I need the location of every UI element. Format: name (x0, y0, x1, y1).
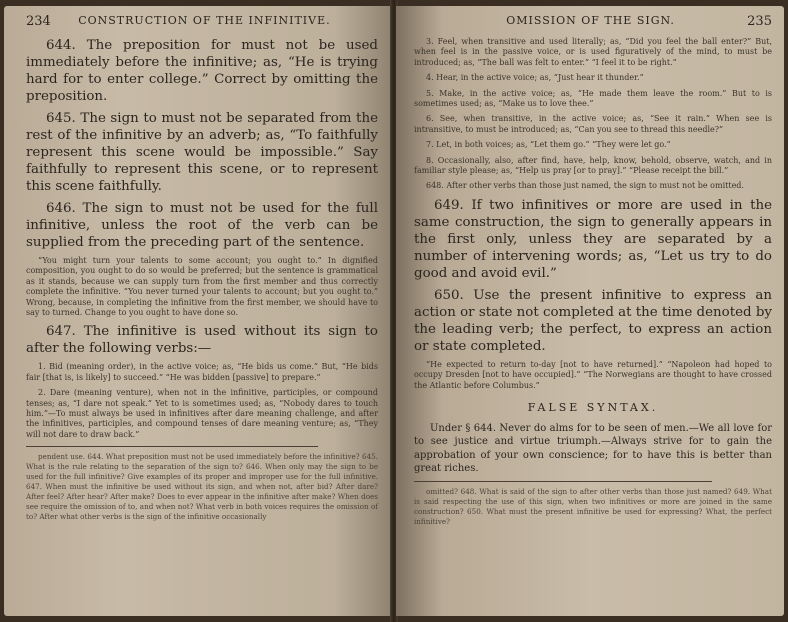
rule-646: 646. The sign to must not be used for the full infinitive, unless the root of the verb can be supplied from the preceding part of the sentence. (26, 201, 378, 250)
rule-646-note: “You might turn your talents to some account; you ought to.” In dignified composition, you ought to do so would be preferred; but the sentence is grammatical as it stands, because we can supply turn from the first member and thus correctly complete the infinitive. “You never turned your talents to account; but you ought to.” Wrong, because, in completing the infinitive from the first member, we should have to say to turned. Change to you ought to have done so. (26, 256, 378, 318)
item-occasionally: 8. Occasionally, also, after find, have, help, know, behold, observe, watch, and in familiar style please; as, “Help us pray [or to pray].” “Please receipt the bill.” (414, 155, 772, 176)
rule-650: 650. Use the present infinitive to express an action or state not completed at the time denoted by the leading verb; the perfect, to express an action or state completed. (414, 287, 772, 354)
right-footnote-rule (414, 481, 712, 482)
rule-647: 647. The infinitive is used without its sign to after the following verbs:— (26, 324, 378, 357)
right-running-head (414, 14, 772, 29)
right-footnote: omitted? 648. What is said of the sign to after other verbs than those just named? 649. What is said respecting the use of this sign, when two infinitives or more are joined in the same construction? 650. What must the present infinitive be used for expressing? What, the perfect infinitive? (414, 486, 772, 526)
left-page-number: 234 (26, 14, 51, 29)
item-make: 5. Make, in the active voice; as, “He made them leave the room.” But to is sometimes used; as, “Make us to love thee.” (414, 88, 772, 109)
right-page (396, 6, 784, 616)
right-running-title: OMISSION OF THE SIGN. (506, 14, 675, 27)
rule-645: 645. The sign to must not be separated from the rest of the infinitive by an adverb; as, “To faithfully represent this scene would be impossible.” Say faithfully to represent this scene, or to represent this scene faithfully. (26, 111, 378, 194)
footnote-rule (26, 446, 318, 447)
item-hear: 4. Hear, in the active voice; as, “Just hear it thunder.” (426, 73, 644, 83)
left-page (4, 6, 392, 616)
rule-648: 648. After other verbs than those just named, the sign to must not be omitted. (426, 181, 744, 191)
rule-650-note: “He expected to return to-day [not to have returned].” “Napoleon had hoped to occupy Dresden [not to have occupied].” “The Norwegians are thought to have crossed the Atlantic before Columbus.” (414, 359, 772, 390)
left-footnote: pendent use. 644. What preposition must not be used immediately before the infinitive? 645. What is the rule relating to the separation of the sign to? 646. When only may the sign to be used for the full infinitive? Give examples of its proper and improper use for the full infinitive. 647. When must the infinitive be used without its sign, and when not, after bid? After dare? After feel? After hear? After make? Does to ever appear in the infinitive after make? When does see require the omission of to, and when not? What verb in both voices requires the omission of to? After what other verbs is the sign of the infinitive occasionally (26, 452, 378, 522)
item-see: 6. See, when transitive, in the active voice; as, “See it rain.” When see is intransitive, to must be introduced; as, “Can you see to thread this needle?” (414, 114, 772, 134)
left-running-title: CONSTRUCTION OF THE INFINITIVE. (78, 14, 331, 27)
item-dare: 2. Dare (meaning venture), when not in the infinitive, participles, or compound tenses; as, “I dare not speak.” Yet to is sometimes used; as, “Nobody dares to touch him.”—To must always be used in infinitives after dare meaning challenge, and after the infinitives, participles, and compound tenses of dare meaning venture; as, “They will not dare to draw back.” (26, 388, 378, 439)
rule-649: 649. If two infinitives or more are used in the same construction, the sign to generally appears in the first only, unless they are separated by a number of intervening words; as, “Let us try to do good and avoid evil.” (414, 197, 772, 281)
item-feel: 3. Feel, when transitive and used literally; as, “Did you feel the ball enter?” But, when feel is in the passive voice, or is used figuratively of the mind, to must be introduced; as, “The ball was felt to enter.” “I feel it to be right.” (414, 37, 772, 67)
false-syntax-text: Under § 644. Never do alms for to be seen of men.—We all love for to see justice and virtue triumph.—Always strive for to gain the approbation of your own conscience; for to have this is better than great riches. (414, 423, 772, 474)
left-running-head (26, 14, 378, 29)
false-syntax-heading: FALSE SYNTAX. (527, 401, 659, 415)
right-page-number: 235 (747, 14, 772, 29)
rule-644: 644. The preposition for must not be used immediately before the infinitive; as, “He is trying hard for to enter college.” Correct by omitting the preposition. (26, 38, 378, 104)
item-bid: 1. Bid (meaning order), in the active voice; as, “He bids us come.” But, “He bids fair [that is, is likely] to succeed.” “He was bidden [passive] to prepare.” (26, 362, 378, 382)
item-let: 7. Let, in both voices; as, “Let them go.” “They were let go.” (426, 140, 671, 150)
